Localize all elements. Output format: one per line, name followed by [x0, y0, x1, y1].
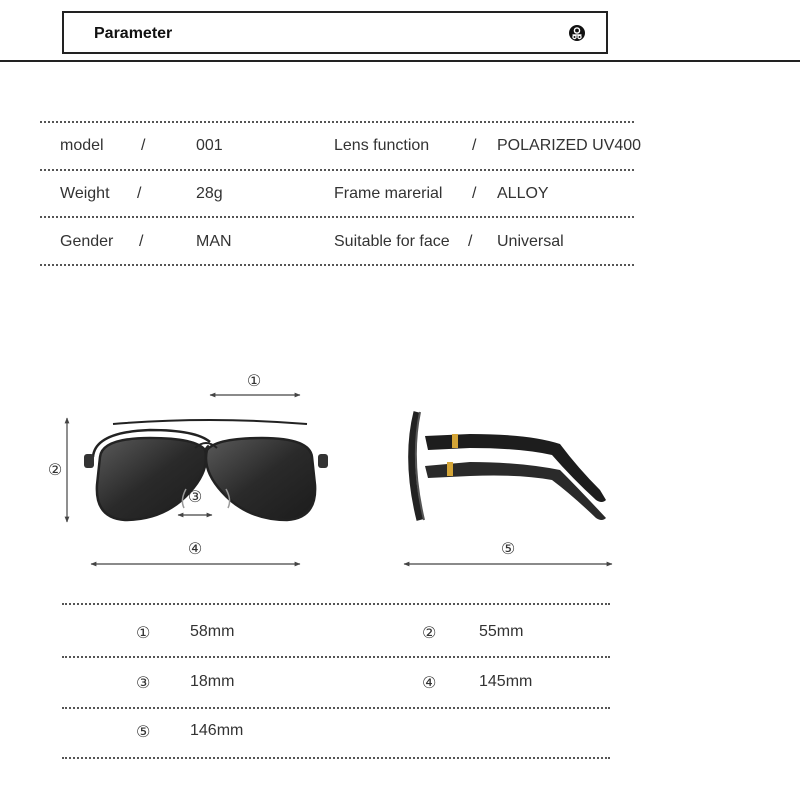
divider — [40, 216, 634, 218]
divider — [62, 603, 610, 605]
spec-value: 001 — [196, 137, 223, 154]
divider — [40, 264, 634, 266]
measure-number: ④ — [422, 673, 437, 692]
dimension-marker-5: ⑤ — [500, 539, 516, 558]
spec-value: Universal — [497, 233, 564, 250]
measure-number: ⑤ — [136, 722, 151, 741]
divider — [62, 656, 610, 658]
dimension-marker-3: ③ — [187, 487, 203, 506]
dimension-marker-2: ② — [47, 460, 63, 479]
parameter-header — [62, 11, 608, 54]
spec-separator: / — [139, 233, 144, 250]
measure-value: 146mm — [190, 722, 244, 739]
spec-label: Lens function — [334, 137, 430, 154]
spec-separator: / — [137, 185, 142, 202]
dimension-diagram — [0, 350, 800, 590]
measure-value: 58mm — [190, 623, 235, 640]
measure-value: 145mm — [479, 673, 533, 690]
dimension-marker-1: ① — [246, 371, 262, 390]
spec-value: 28g — [196, 185, 223, 202]
measure-number: ② — [422, 623, 437, 642]
spec-value: MAN — [196, 233, 232, 250]
spec-value: ALLOY — [497, 185, 549, 202]
spec-separator: / — [141, 137, 146, 154]
spec-separator: / — [468, 233, 473, 250]
spec-label: model — [60, 137, 104, 154]
spec-label: Gender — [60, 233, 114, 250]
dimension-marker-4: ④ — [187, 539, 203, 558]
header-rule — [0, 60, 800, 62]
divider — [62, 757, 610, 759]
glasses-side-icon — [412, 412, 606, 520]
measure-value: 55mm — [479, 623, 524, 640]
spec-label: Frame marerial — [334, 185, 443, 202]
spec-label: Weight — [60, 185, 110, 202]
glasses-badge-icon — [568, 24, 586, 42]
measure-number: ① — [136, 623, 151, 642]
spec-label: Suitable for face — [334, 233, 450, 250]
glasses-front-icon — [84, 420, 328, 520]
measure-value: 18mm — [190, 673, 235, 690]
divider — [40, 169, 634, 171]
measure-number: ③ — [136, 673, 151, 692]
header-title: Parameter — [94, 25, 173, 42]
divider — [62, 707, 610, 709]
divider — [40, 121, 634, 123]
spec-value: POLARIZED UV400 — [497, 137, 642, 154]
spec-separator: / — [472, 137, 477, 154]
spec-separator: / — [472, 185, 477, 202]
